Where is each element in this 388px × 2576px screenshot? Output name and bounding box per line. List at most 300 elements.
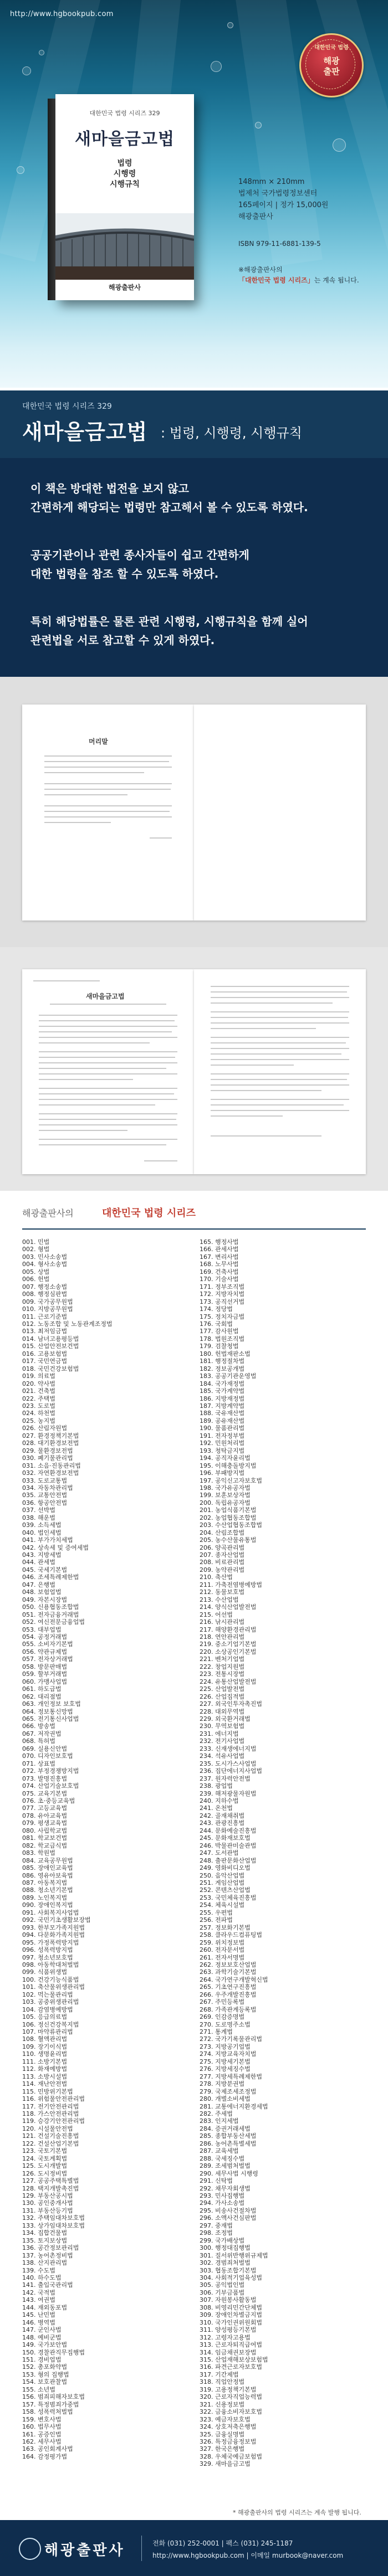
series-list-item: 075. 교육기본법 <box>22 1790 68 1797</box>
series-list-item: 318. 직업안정법 <box>200 2378 245 2386</box>
series-list-item: 060. 가맹사업법 <box>22 1678 68 1685</box>
series-list-item: 297. 중재법 <box>200 2222 233 2229</box>
series-list-item: 076. 초·중등교육법 <box>22 1797 75 1804</box>
series-list-item: 086. 영유아보육법 <box>22 1871 73 1879</box>
series-list-item: 291. 신탁법 <box>200 2177 233 2185</box>
series-list-item: 140. 하수도법 <box>22 2274 62 2281</box>
series-list-item: 092. 국민기초생활보장법 <box>22 1916 91 1924</box>
series-list-item: 211. 가축전염병예방법 <box>200 1581 262 1588</box>
series-list-item: 252. 콘텐츠산업법 <box>200 1886 251 1894</box>
series-list-title: 대한민국 법령 시리즈 <box>102 1207 196 1219</box>
series-list-item: 179. 검찰청법 <box>200 1343 239 1350</box>
preview-page-right <box>194 969 366 1174</box>
series-list-item: 194. 공직자윤리법 <box>200 1454 251 1462</box>
series-list-item: 047. 은행법 <box>22 1581 55 1588</box>
series-list-item: 046. 조세특례제한법 <box>22 1574 79 1581</box>
spec-size: 148mm × 210mm <box>238 178 305 186</box>
series-list-item: 048. 보험업법 <box>22 1588 62 1596</box>
series-list-item: 152. 총포화약법 <box>22 2363 68 2371</box>
series-list-item: 224. 유통산업발전법 <box>200 1678 257 1685</box>
series-list-item: 205. 농수산물유통법 <box>200 1536 257 1544</box>
series-list-item: 020. 약사법 <box>22 1380 55 1387</box>
series-list-item: 309. 장애인차별금지법 <box>200 2311 262 2319</box>
series-list-item: 143. 여권법 <box>22 2296 55 2304</box>
series-list-item: 296. 소액사건심판법 <box>200 2214 257 2222</box>
series-list-item: 038. 해운법 <box>22 1514 55 1521</box>
series-list-item: 039. 소득세법 <box>22 1521 62 1529</box>
series-list-item: 164. 감정평가법 <box>22 2452 68 2460</box>
series-list-item: 122. 건설산업기본법 <box>22 2140 79 2147</box>
series-list-item: 272. 국가기록물관리법 <box>200 2035 262 2043</box>
series-list-item: 253. 국민체육진흥법 <box>200 1894 257 1901</box>
series-list-item: 073. 발명진흥법 <box>22 1775 68 1782</box>
series-list-item: 052. 여신전문금융업법 <box>22 1618 85 1626</box>
series-list-item: 010. 지방공무원법 <box>22 1305 73 1313</box>
series-list-item: 146. 병역법 <box>22 2318 55 2326</box>
page-title: 새마을금고법 <box>22 420 148 444</box>
series-list-item: 321. 신용정보법 <box>200 2400 245 2408</box>
description-paragraph: 이 책은 방대한 법전을 보지 않고 간편하게 해당되는 법령만 참고해서 볼 수 있도록 하였다. <box>30 482 308 514</box>
series-list-left-column <box>22 1238 183 2460</box>
series-list-item: 080. 사립학교법 <box>22 1827 68 1834</box>
series-list-item: 185. 국가계약법 <box>200 1387 245 1395</box>
series-list-item: 187. 지방계약법 <box>200 1402 245 1410</box>
series-list-item: 085. 장애인교육법 <box>22 1864 73 1872</box>
series-list-item: 139. 수도법 <box>22 2266 55 2274</box>
series-list-item: 064. 정보통신망법 <box>22 1708 73 1715</box>
series-list-item: 171. 정부조직법 <box>200 1283 245 1290</box>
book-cover-roof-image <box>55 213 194 280</box>
series-list-item: 322. 금융소비자보호법 <box>200 2408 262 2416</box>
series-list-item: 258. 클라우드컴퓨팅법 <box>200 1931 262 1939</box>
hero-banner <box>0 0 388 388</box>
series-list-item: 277. 지방세특례제한법 <box>200 2073 262 2080</box>
series-list-note: * 해광출판사의 법령 시리즈는 계속 발행 됩니다. <box>233 2509 361 2516</box>
series-list-item: 280. 개별소비세법 <box>200 2095 251 2103</box>
series-list-item: 011. 근로기준법 <box>22 1313 68 1320</box>
series-list-item: 057. 전자상거래법 <box>22 1655 73 1663</box>
series-list-item: 305. 공익법인법 <box>200 2281 245 2289</box>
series-list-item: 240. 지하수법 <box>200 1797 239 1804</box>
preview-page-right <box>194 705 366 921</box>
series-list-item: 209. 농약관리법 <box>200 1566 245 1574</box>
series-list-item: 107. 마약류관리법 <box>22 2028 73 2036</box>
series-list-item: 089. 노인복지법 <box>22 1894 68 1901</box>
series-list-right-column <box>200 1238 360 2468</box>
series-list-item: 137. 농어촌정비법 <box>22 2251 73 2259</box>
series-list-item: 265. 기초연구진흥법 <box>200 1983 257 1991</box>
series-list-item: 131. 부동산등기법 <box>22 2207 73 2214</box>
series-list-item: 005. 상법 <box>22 1268 50 1276</box>
series-list-item: 098. 아동학대처벌법 <box>22 1961 79 1968</box>
series-list-item: 069. 실용신안법 <box>22 1745 68 1752</box>
series-list-item: 193. 청탁금지법 <box>200 1447 245 1454</box>
series-list-item: 078. 유아교육법 <box>22 1812 68 1819</box>
series-list-item: 312. 고령자고용법 <box>200 2333 251 2341</box>
series-list-item: 228. 대외무역법 <box>200 1708 245 1715</box>
series-list-item: 242. 골재채취법 <box>200 1812 245 1819</box>
series-list-item: 306. 기부금품법 <box>200 2289 245 2296</box>
series-list-item: 003. 민사소송법 <box>22 1253 68 1261</box>
series-list-item: 298. 조정법 <box>200 2229 233 2237</box>
page-subtitle: : 법령, 시행령, 시행규칙 <box>161 425 302 441</box>
series-list-item: 222. 창업지원법 <box>200 1663 245 1670</box>
series-list-item: 041. 부가가치세법 <box>22 1536 73 1544</box>
publisher-logo-icon <box>19 2538 41 2560</box>
series-list-item: 266. 우주개발진흥법 <box>200 1991 257 1998</box>
series-list-item: 326. 특정금융정보법 <box>200 2438 257 2445</box>
series-list-item: 101. 축산물위생관리법 <box>22 1983 85 1991</box>
series-list-item: 072. 부정경쟁방지법 <box>22 1767 79 1775</box>
series-list-item: 136. 공간정보관리법 <box>22 2244 79 2252</box>
series-list-rule <box>22 1228 366 1230</box>
series-list-item: 007. 행정소송법 <box>22 1283 68 1290</box>
series-list-item: 226. 산업집적법 <box>200 1693 245 1700</box>
series-list-item: 126. 도시정비법 <box>22 2169 68 2177</box>
series-list-item: 301. 질서위반행위규제법 <box>200 2251 268 2259</box>
series-list-item: 285. 종합부동산세법 <box>200 2132 257 2140</box>
series-list-item: 121. 건설기술진흥법 <box>22 2132 79 2140</box>
series-list-item: 180. 헌법재판소법 <box>200 1350 251 1358</box>
book-cover <box>55 94 194 300</box>
series-list-item: 161. 공증인법 <box>22 2430 62 2438</box>
series-list-item: 229. 외국환거래법 <box>200 1715 251 1723</box>
series-list-item: 295. 비송사건절차법 <box>200 2207 257 2214</box>
series-list-item: 051. 전자금융거래법 <box>22 1611 79 1618</box>
series-list-item: 178. 법원조직법 <box>200 1335 245 1343</box>
series-list-item: 156. 범죄피해자보호법 <box>22 2393 85 2401</box>
series-list-item: 166. 관세사법 <box>200 1246 239 1253</box>
series-list-item: 094. 다문화가족지원법 <box>22 1931 85 1939</box>
series-list-item: 176. 국회법 <box>200 1320 233 1328</box>
series-list-item: 202. 농업협동조합법 <box>200 1514 257 1521</box>
series-list-item: 160. 법무사법 <box>22 2423 62 2431</box>
series-label: 대한민국 법령 시리즈 329 <box>22 402 112 411</box>
series-list-item: 142. 국적법 <box>22 2289 55 2296</box>
series-list-item: 281. 교통에너지환경세법 <box>200 2102 268 2110</box>
series-list-item: 128. 택지개발촉진법 <box>22 2184 79 2192</box>
series-list-item: 026. 산림자원법 <box>22 1425 68 1432</box>
series-list-item: 190. 물품관리법 <box>200 1425 245 1432</box>
series-list-item: 260. 전자문서법 <box>200 1946 245 1954</box>
series-list-item: 006. 헌법 <box>22 1276 50 1283</box>
series-list-item: 307. 자원봉사활동법 <box>200 2296 257 2304</box>
series-list-item: 274. 지방교육자치법 <box>200 2050 257 2058</box>
series-list-item: 109. 장기이식법 <box>22 2043 68 2050</box>
series-list-item: 191. 전자정부법 <box>200 1432 245 1439</box>
series-list-item: 149. 국가보안법 <box>22 2341 68 2349</box>
series-list-item: 316. 파견근로자보호법 <box>200 2363 262 2371</box>
series-list-item: 115. 민방위기본법 <box>22 2087 73 2095</box>
series-list-item: 289. 조세범처벌법 <box>200 2162 251 2170</box>
series-list-item: 084. 교육공무원법 <box>22 1857 73 1864</box>
series-list-item: 270. 도로명주소법 <box>200 2020 251 2028</box>
series-list-item: 323. 예금자보호법 <box>200 2415 251 2423</box>
series-list-item: 056. 약관규제법 <box>22 1648 68 1655</box>
series-list-item: 150. 경찰관직무집행법 <box>22 2348 85 2356</box>
series-list-item: 248. 출판문화산업법 <box>200 1857 257 1864</box>
footer-web: http://www.hgbookpub.com | 이메일 murbook@naver.com <box>152 2552 344 2559</box>
series-list-item: 223. 전통시장법 <box>200 1670 245 1678</box>
series-list-item: 320. 근로자직업능력법 <box>200 2393 262 2401</box>
series-list-item: 077. 고등교육법 <box>22 1804 68 1812</box>
series-list-item: 241. 온천법 <box>200 1804 233 1812</box>
series-list-item: 071. 상표법 <box>22 1760 55 1767</box>
series-list-item: 042. 상속세 및 증여세법 <box>22 1544 89 1551</box>
series-list-item: 114. 재난안전법 <box>22 2080 68 2088</box>
series-list-item: 201. 농업식품기본법 <box>200 1506 257 1514</box>
series-list-item: 283. 인지세법 <box>200 2117 239 2125</box>
series-list-item: 001. 민법 <box>22 1238 50 1246</box>
series-list-item: 037. 선박법 <box>22 1506 55 1514</box>
series-list-item: 049. 자본시장법 <box>22 1596 68 1603</box>
text-preview <box>0 947 388 1191</box>
site-url[interactable]: http://www.hgbookpub.com <box>10 10 114 18</box>
series-list-item: 189. 공유재산법 <box>200 1417 245 1425</box>
series-list-item: 269. 인감증명법 <box>200 2013 245 2021</box>
series-list-item: 256. 전파법 <box>200 1916 233 1924</box>
series-list-item: 287. 교육세법 <box>200 2147 239 2155</box>
series-list-item: 196. 부패방지법 <box>200 1469 245 1477</box>
series-list-item: 155. 소년법 <box>22 2385 55 2393</box>
book-spine <box>48 99 55 300</box>
series-list-item: 206. 양곡관리법 <box>200 1544 245 1551</box>
series-list-item: 104. 감염병예방법 <box>22 2006 73 2013</box>
series-list-item: 250. 음악산업법 <box>200 1871 245 1879</box>
series-list-item: 124. 국토계획법 <box>22 2155 68 2162</box>
series-list-item: 169. 건축사법 <box>200 1268 239 1276</box>
series-list-item: 034. 자동차관리법 <box>22 1484 73 1492</box>
series-list-item: 276. 지방세징수법 <box>200 2065 251 2073</box>
series-list-item: 102. 먹는물관리법 <box>22 1991 73 1998</box>
spec-publisher: 해광출판사 <box>238 213 273 221</box>
series-list-item: 158. 성폭력처벌법 <box>22 2408 73 2416</box>
series-list-item: 262. 정보보호산업법 <box>200 1961 257 1968</box>
series-list-item: 203. 수산업협동조합법 <box>200 1521 262 1529</box>
series-list-item: 063. 개인정보 보호법 <box>22 1700 81 1708</box>
series-list-item: 141. 출입국관리법 <box>22 2281 73 2289</box>
series-list-item: 293. 민사집행법 <box>200 2192 245 2199</box>
seal-top-text: 대한민국 법령 <box>314 45 349 51</box>
series-list-item: 239. 해저광물자원법 <box>200 1790 257 1797</box>
series-list-item: 018. 국민건강보험법 <box>22 1365 79 1372</box>
series-list-item: 120. 시설물안전법 <box>22 2125 73 2132</box>
series-list-item: 200. 독립유공자법 <box>200 1499 251 1506</box>
series-list-item: 230. 무역보험법 <box>200 1723 245 1730</box>
publisher-seal <box>299 33 364 97</box>
series-list-item: 165. 행정사법 <box>200 1238 239 1246</box>
series-list-item: 232. 전기사업법 <box>200 1737 245 1745</box>
series-list-item: 043. 지방세법 <box>22 1551 62 1559</box>
series-list-item: 108. 혈액관리법 <box>22 2035 68 2043</box>
series-list-item: 070. 디자인보호법 <box>22 1752 73 1760</box>
series-list-item: 095. 가정폭력방지법 <box>22 1939 79 1946</box>
series-list-item: 081. 학교보건법 <box>22 1834 68 1842</box>
series-list-item: 271. 통계법 <box>200 2028 233 2036</box>
series-list-item: 116. 위험물안전관리법 <box>22 2095 85 2103</box>
title-band <box>0 390 388 458</box>
series-list-item: 151. 경비업법 <box>22 2356 62 2363</box>
series-list-item: 024. 하천법 <box>22 1410 55 1417</box>
series-list-item: 195. 이해충돌방지법 <box>200 1462 257 1469</box>
series-list-item: 327. 한국은행법 <box>200 2445 245 2453</box>
book-title: 새마을금고법 <box>75 130 175 149</box>
series-list-item: 170. 기술사법 <box>200 1276 239 1283</box>
series-list-item: 244. 문화예술진흥법 <box>200 1827 257 1834</box>
series-list-item: 055. 소비자기본법 <box>22 1641 73 1648</box>
series-list-item: 237. 원자력안전법 <box>200 1775 251 1782</box>
series-list-item: 182. 정보공개법 <box>200 1365 245 1372</box>
series-list-item: 097. 청소년보호법 <box>22 1953 73 1961</box>
series-list-item: 235. 도시가스사업법 <box>200 1760 257 1767</box>
series-list-item: 159. 변호사법 <box>22 2415 62 2423</box>
series-list-item: 210. 축산법 <box>200 1574 233 1581</box>
series-list-item: 172. 지방자치법 <box>200 1290 245 1298</box>
series-list-item: 066. 방송법 <box>22 1723 55 1730</box>
footer-contact: 전화 (031) 252-0001 | 팩스 (031) 245-1187 <box>152 2539 293 2547</box>
series-list-item: 012. 노동조합 및 노동관계조정법 <box>22 1320 113 1328</box>
series-list-header <box>0 1191 388 1230</box>
series-list-item: 243. 관광진흥법 <box>200 1819 245 1827</box>
series-list-item: 184. 국가재정법 <box>200 1380 245 1387</box>
series-list-item: 004. 형사소송법 <box>22 1261 68 1268</box>
series-list-item: 145. 난민법 <box>22 2311 55 2319</box>
footer <box>0 2520 388 2576</box>
series-list-item: 119. 승강기안전관리법 <box>22 2117 85 2125</box>
series-list-item: 065. 전기통신사업법 <box>22 1715 79 1723</box>
series-list-item: 096. 성폭력방지법 <box>22 1946 73 1954</box>
series-list-item: 079. 평생교육법 <box>22 1819 68 1827</box>
preview-page-left <box>22 705 194 921</box>
series-list-item: 062. 대리점법 <box>22 1693 62 1700</box>
series-list-item: 040. 법인세법 <box>22 1529 62 1536</box>
series-list-item: 127. 공공주택특별법 <box>22 2177 79 2185</box>
series-list-item: 234. 석유사업법 <box>200 1752 245 1760</box>
series-list-item: 299. 국가배상법 <box>200 2236 245 2244</box>
series-list-item: 218. 연안관리법 <box>200 1633 245 1641</box>
book-subtitles: 법령 시행령 시행규칙 <box>109 159 140 189</box>
series-list-item: 319. 고용정책기본법 <box>200 2385 257 2393</box>
series-list-item: 197. 공익신고자보호법 <box>200 1477 262 1484</box>
series-list-item: 186. 지방재정법 <box>200 1395 245 1402</box>
series-list-item: 279. 국제조세조정법 <box>200 2087 257 2095</box>
series-list-item: 088. 청소년기본법 <box>22 1886 73 1894</box>
series-list-item: 315. 산업재해보상보험법 <box>200 2356 268 2363</box>
series-list-item: 251. 게임산업법 <box>200 1879 245 1886</box>
footer-logo: 해광출판사 <box>44 2542 125 2559</box>
book-series-label: 대한민국 법령 시리즈 329 <box>89 110 160 117</box>
series-list-item: 198. 국가유공자법 <box>200 1484 251 1492</box>
series-list-item: 325. 금융실명법 <box>200 2430 245 2438</box>
series-note: ※해광출판사의 「대한민국 법령 시리즈」는 계속 됩니다. <box>238 266 359 284</box>
series-list-item: 259. 위치정보법 <box>200 1939 245 1946</box>
series-list-item: 162. 세무사법 <box>22 2438 62 2445</box>
series-list-item: 157. 특정범죄가중법 <box>22 2400 79 2408</box>
series-list-item: 023. 도로법 <box>22 1402 55 1410</box>
series-list-item: 032. 자연환경보전법 <box>22 1469 79 1477</box>
series-list-item: 082. 학교급식법 <box>22 1842 68 1849</box>
series-list-item: 313. 근로자퇴직급여법 <box>200 2341 262 2349</box>
series-list-item: 031. 소음·진동관리법 <box>22 1462 81 1469</box>
series-list-item: 123. 국토기본법 <box>22 2147 68 2155</box>
isbn-label: ISBN 979-11-6881-139-5 <box>238 240 321 248</box>
spec-source: 법제처 국가법령정보센터 <box>238 189 318 198</box>
series-list-item: 212. 동물보호법 <box>200 1588 245 1596</box>
series-list-item: 015. 산업안전보건법 <box>22 1343 79 1350</box>
series-list-item: 267. 주민등록법 <box>200 1998 245 2006</box>
series-list-item: 213. 수산업법 <box>200 1596 239 1603</box>
series-list-kicker: 해광출판사의 <box>22 1208 74 1218</box>
series-list-item: 058. 방문판매법 <box>22 1663 68 1670</box>
series-list-item: 247. 도서관법 <box>200 1849 239 1857</box>
series-list-item: 017. 국민연금법 <box>22 1358 68 1365</box>
series-list-item: 028. 대기환경보전법 <box>22 1439 79 1447</box>
series-list-item: 183. 공공기관운영법 <box>200 1372 257 1380</box>
series-list-item: 154. 보호관찰법 <box>22 2378 68 2386</box>
series-list-item: 022. 주택법 <box>22 1395 55 1402</box>
series-list-item: 144. 재외동포법 <box>22 2304 68 2311</box>
series-list-item: 175. 정치자금법 <box>200 1313 245 1320</box>
series-list-item: 255. 우편법 <box>200 1909 233 1916</box>
series-list-item: 014. 남녀고용평등법 <box>22 1335 79 1343</box>
series-list-item: 261. 전자서명법 <box>200 1953 245 1961</box>
series-list-item: 061. 하도급법 <box>22 1685 62 1693</box>
series-list-item: 268. 가족관계등록법 <box>200 2006 257 2013</box>
series-list-item: 093. 한부모가족지원법 <box>22 1924 85 1931</box>
series-list-item: 133. 상가임대차보호법 <box>22 2222 85 2229</box>
series-list-item: 257. 정보화기본법 <box>200 1924 251 1931</box>
series-list-item: 263. 과학기술기본법 <box>200 1968 257 1976</box>
series-list-item: 036. 항공안전법 <box>22 1499 68 1506</box>
series-list-item: 215. 어선법 <box>200 1611 233 1618</box>
description-paragraph: 특히 해당법률은 물론 관련 시행령, 시행규칙을 함께 실어 관련법을 서로 참고할 수 있게 하였다. <box>30 615 308 647</box>
series-list-item: 059. 할부거래법 <box>22 1670 68 1678</box>
series-list-item: 138. 산지관리법 <box>22 2259 68 2267</box>
series-list-item: 103. 공중위생관리법 <box>22 1998 79 2006</box>
series-list-item: 288. 국세징수법 <box>200 2155 245 2162</box>
series-list-item: 302. 경범죄처벌법 <box>200 2259 251 2267</box>
preview-page-left <box>22 969 194 1174</box>
series-list-item: 013. 최저임금법 <box>22 1328 68 1335</box>
series-list-item: 310. 국가인권위원회법 <box>200 2318 262 2326</box>
series-list-item: 125. 도시개발법 <box>22 2162 68 2170</box>
series-list-item: 130. 공인중개사법 <box>22 2199 73 2207</box>
series-list-item: 188. 국유재산법 <box>200 1410 245 1417</box>
series-list-item: 106. 정신건강복지법 <box>22 2020 79 2028</box>
series-list-item: 113. 소방시설법 <box>22 2073 68 2080</box>
series-list-item: 303. 협동조합기본법 <box>200 2266 257 2274</box>
series-list-item: 249. 영화비디오법 <box>200 1864 251 1872</box>
series-list-item: 050. 신용협동조합법 <box>22 1603 79 1611</box>
footer-divider <box>141 2536 142 2561</box>
series-list-item: 311. 양성평등기본법 <box>200 2326 257 2334</box>
series-list-item: 217. 해양환경관리법 <box>200 1626 257 1633</box>
series-list-item: 074. 산업기술보호법 <box>22 1782 79 1790</box>
series-list-item: 030. 폐기물관리법 <box>22 1454 73 1462</box>
series-list-item: 053. 대부업법 <box>22 1626 62 1633</box>
series-list-item: 132. 주택임대차보호법 <box>22 2214 85 2222</box>
series-list-item: 147. 군인사법 <box>22 2326 62 2334</box>
series-list-item: 290. 세무사법 시행령 <box>200 2169 258 2177</box>
series-list-item: 181. 행정절차법 <box>200 1358 245 1365</box>
series-list-item: 219. 중소기업기본법 <box>200 1641 257 1648</box>
series-list-item: 068. 특허법 <box>22 1737 55 1745</box>
seal-main-text: 해광 출판 <box>323 56 340 76</box>
series-list-item: 100. 건강기능식품법 <box>22 1976 79 1983</box>
series-list-item: 220. 소상공인기본법 <box>200 1648 257 1655</box>
series-list-item: 112. 화재예방법 <box>22 2065 68 2073</box>
series-list-item: 016. 고용보험법 <box>22 1350 68 1358</box>
